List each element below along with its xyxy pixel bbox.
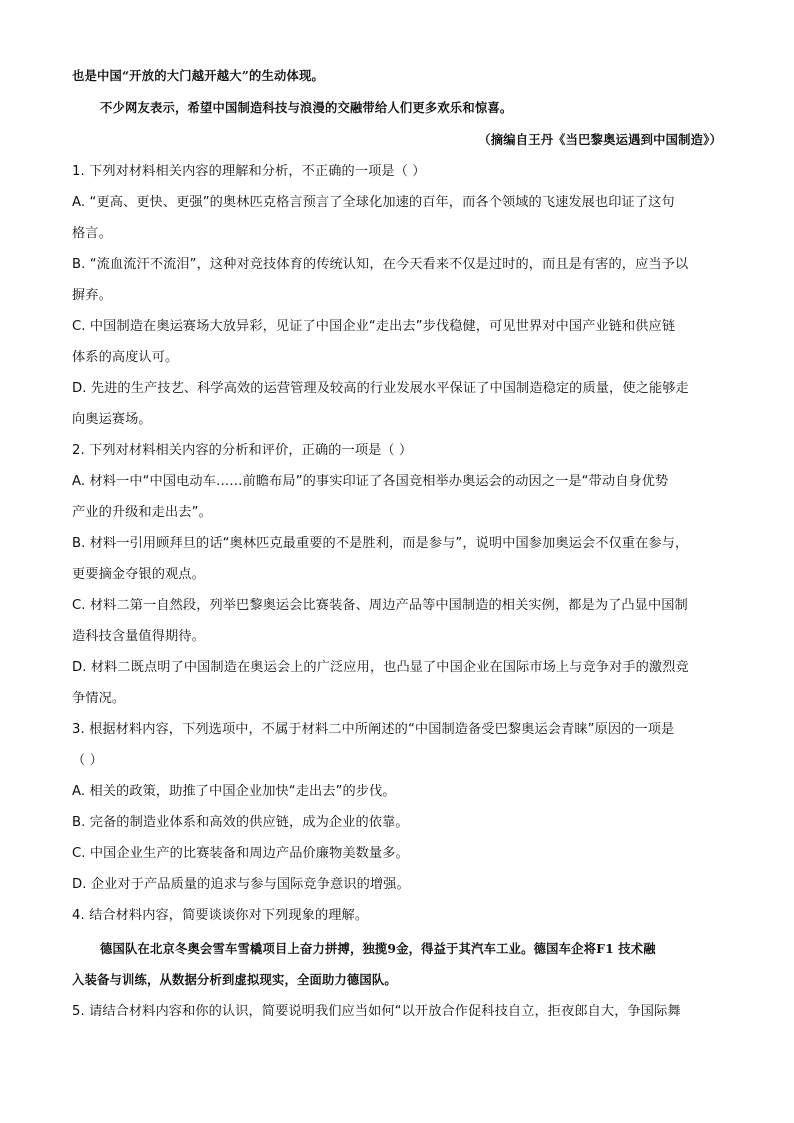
passage-line: 入装备与训练，从数据分析到虚拟现实，全面助力德国队。 <box>72 972 397 987</box>
option-line: 向奥运赛场。 <box>72 412 152 427</box>
question-1: 1. 下列对材料相关内容的理解和分析，不正确的一项是（ ） <box>72 164 426 179</box>
option-line: A. “更高、更快、更强”的奥林匹克格言预言了全球化加速的百年，而各个领域的飞速发展也印证了这句 <box>72 195 675 210</box>
question-5: 5. 请结合材料内容和你的认识，简要说明我们应当如何“以开放合作促科技自立，拒夜郎自大，争国际舞 <box>72 1004 681 1019</box>
question-2: 2. 下列对材料相关内容的分析和评价，正确的一项是（ ） <box>72 443 413 458</box>
option-line: C. 材料二第一自然段，列举巴黎奥运会比赛装备、周边产品等中国制造的相关实例，都是为了凸显中国制 <box>72 598 688 613</box>
option-line: 格言。 <box>72 226 112 241</box>
option-line: 争情况。 <box>72 691 126 706</box>
option-line: B. 材料一引用顾拜旦的话“奥林匹克最重要的不是胜利，而是参与”，说明中国参加奥运会不仅重在参与， <box>72 536 689 551</box>
option-line: D. 企业对于产品质量的追求与参与国际竞争意识的增强。 <box>72 877 410 892</box>
option-line: A. 材料一中“中国电动车……前瞻布局”的事实印证了各国竞相举办奥运会的动因之一是“带动自身优势 <box>72 474 669 489</box>
option-line: 造科技含量值得期待。 <box>72 629 205 644</box>
question-3-paren: （ ） <box>72 753 103 768</box>
passage-line: 德国队在北京冬奥会雪车雪橇项目上奋力拼搏，独揽9金，得益于其汽车工业。德国车企将F1 技术融 <box>100 941 656 956</box>
option-line: D. 材料二既点明了中国制造在奥运会上的广泛应用，也凸显了中国企业在国际市场上与竞争对手的激烈竞 <box>72 660 689 675</box>
option-line: B. “流血流汗不流泪”，这种对竞技体育的传统认知，在今天看来不仅是过时的，而且是有害的，应当予以 <box>72 257 689 272</box>
option-line: C. 中国制造在奥运赛场大放异彩，见证了中国企业“走出去”步伐稳健，可见世界对中国产业链和供应链 <box>72 319 676 334</box>
option-line: 体系的高度认可。 <box>72 350 179 365</box>
question-3: 3. 根据材料内容，下列选项中，不属于材料二中所阐述的“中国制造备受巴黎奥运会青睐”原因的一项是 <box>72 722 675 737</box>
option-line: B. 完备的制造业体系和高效的供应链，成为企业的依靠。 <box>72 815 409 830</box>
passage-line: 不少网友表示，希望中国制造科技与浪漫的交融带给人们更多欢乐和惊喜。 <box>100 100 513 115</box>
option-line: C. 中国企业生产的比赛装备和周边产品价廉物美数量多。 <box>72 846 409 861</box>
option-line: A. 相关的政策，助推了中国企业加快“走出去”的步伐。 <box>72 784 396 799</box>
passage-line: 也是中国“开放的大门越开越大”的生动体现。 <box>72 68 324 83</box>
question-4: 4. 结合材料内容，简要谈谈你对下列现象的理解。 <box>72 908 369 923</box>
option-line: 摒弃。 <box>72 288 112 303</box>
option-line: 产业的升级和走出去”。 <box>72 505 212 520</box>
option-line: D. 先进的生产技艺、科学高效的运营管理及较高的行业发展水平保证了中国制造稳定的质量，使之能够走 <box>72 381 689 396</box>
option-line: 更要摘金夺银的观点。 <box>72 567 205 582</box>
source-citation: （摘编自王丹《当巴黎奥运遇到中国制造》） <box>478 132 722 147</box>
